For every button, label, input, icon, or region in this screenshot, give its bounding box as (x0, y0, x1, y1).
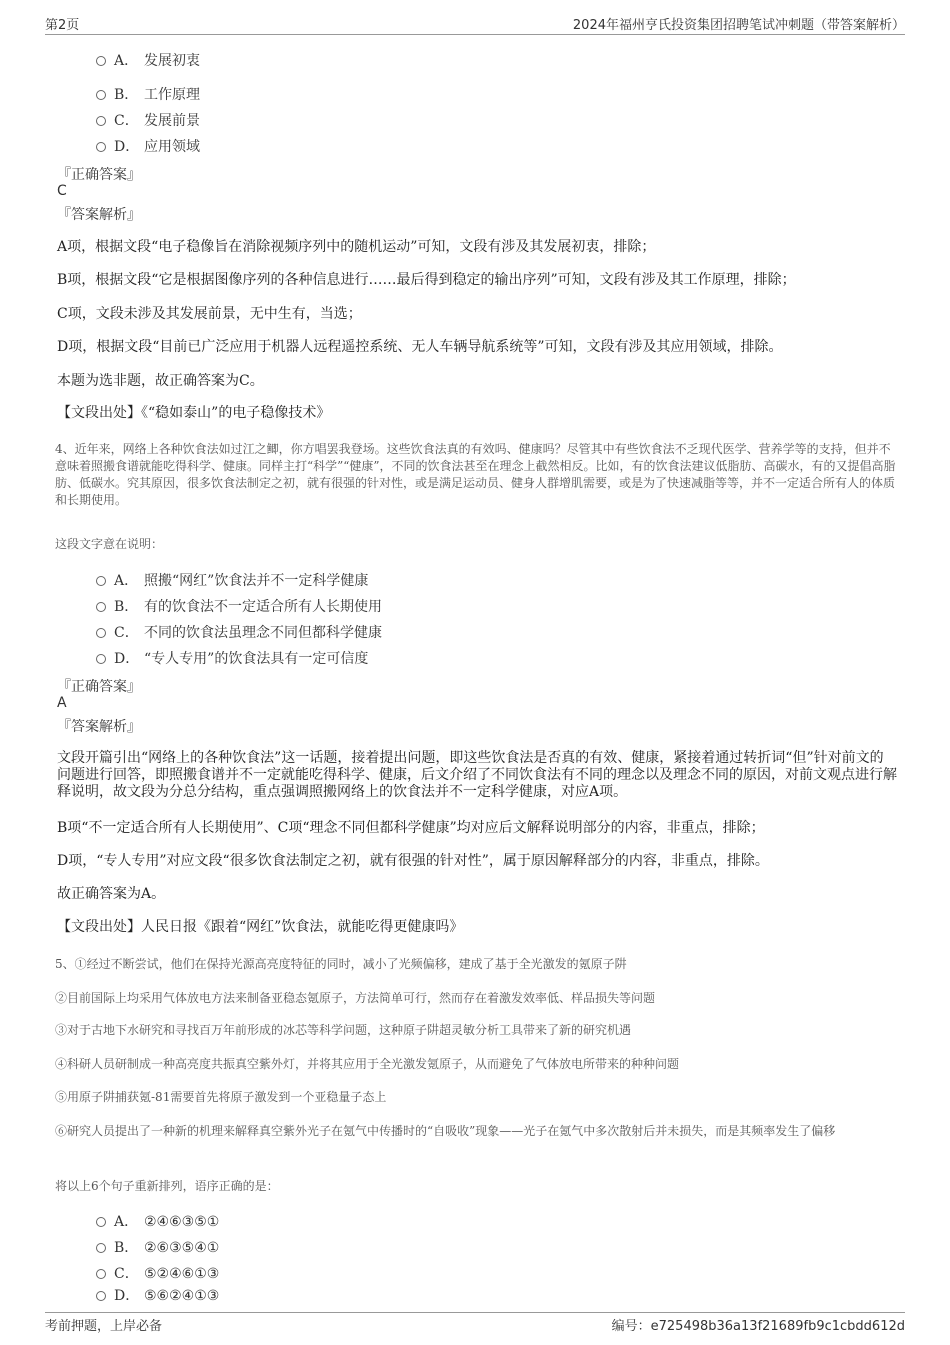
q5-sentence-4: ④科研人员研制成一种高亮度共振真空紫外灯，并将其应用于全光激发氪原子，从而避免了气体放电所带来的种种问题 (55, 1057, 680, 1071)
radio-icon[interactable] (96, 628, 106, 638)
q4-answer-label: 『正确答案』 (57, 679, 141, 695)
document-code: 编号：e725498b36a13f21689fb9c1cbdd612d (611, 1319, 905, 1334)
q4-stem: 4、近年来，网络上各种饮食法如过江之鲫，你方唱罢我登场。这些饮食法真的有效吗、健康吗？尽管其中有些饮食法不乏现代医学、营养学等的支持，但并不意味着照搬食谱就能吃得科学、健康。同样主打“科学”“健康”，不同的饮食法甚至在理念上截然相反。比如，有的饮食法建议低脂肪、高碳水，有的又提倡高脂肪、低碳水。究其原因，很多饮食法制定之初，就有很强的针对性，或是满足运动员、健身人群增肌需要，或是为了快速减脂等等，并不一定适合所有人的体质和长期使用。 (55, 442, 896, 507)
q4-option-c[interactable]: C． 不同的饮食法虽理念不同但都科学健康 (96, 622, 382, 642)
radio-icon[interactable] (96, 56, 106, 66)
document-title: 2024年福州亨氏投资集团招聘笔试冲刺题（带答案解析） (572, 18, 905, 33)
q3-analysis-label: 『答案解析』 (57, 207, 141, 223)
q4-analysis-main: 文段开篇引出“网络上的各种饮食法”这一话题，接着提出问题，即这些饮食法是否真的有效、健康，紧接着通过转折词“但”针对前文的问题进行回答，即照搬食谱并不一定就能吃得科学、健康，后文介绍了不同饮食法有不同的理念以及理念不同的原因，对前文观点进行解释说明，故文段为分总分结构，重点强调照搬网络上的饮食法并不一定科学健康，对应A项。 (57, 750, 897, 800)
q4-prompt: 这段文字意在说明： (55, 537, 164, 551)
radio-icon[interactable] (96, 1243, 106, 1253)
q3-analysis-a: A项，根据文段“电子稳像旨在消除视频序列中的随机运动”可知，文段有涉及其发展初衷，排除； (57, 239, 656, 255)
q3-source: 【文段出处】《“稳如泰山”的电子稳像技术》 (57, 405, 331, 421)
q4-option-d[interactable]: D． “专人专用”的饮食法具有一定可信度 (96, 648, 368, 668)
q3-option-c[interactable]: C． 发展前景 (96, 110, 200, 130)
q3-analysis-d: D项，根据文段“目前已广泛应用于机器人远程遥控系统、无人车辆导航系统等”可知，文段有涉及其应用领域，排除。 (57, 339, 783, 355)
q3-option-b[interactable]: B． 工作原理 (96, 84, 200, 104)
q5-option-a[interactable]: A． ②④⑥③⑤① (96, 1211, 219, 1231)
page-footer (45, 1312, 905, 1335)
q4-answer: A (57, 695, 67, 711)
q4-source: 【文段出处】人民日报《跟着“网红”饮食法，就能吃得更健康吗》 (57, 919, 464, 935)
radio-icon[interactable] (96, 576, 106, 586)
q3-option-a[interactable]: A． 发展初衷 (96, 50, 200, 70)
q4-option-b[interactable]: B． 有的饮食法不一定适合所有人长期使用 (96, 596, 382, 616)
q5-option-d[interactable]: D． ⑤⑥②④①③ (96, 1285, 219, 1305)
radio-icon[interactable] (96, 1217, 106, 1227)
radio-icon[interactable] (96, 90, 106, 100)
q5-prompt: 将以上6个句子重新排列，语序正确的是： (55, 1179, 279, 1193)
q5-sentence-2: ②目前国际上均采用气体放电方法来制备亚稳态氪原子，方法简单可行，然而存在着激发效率低、样品损失等问题 (55, 991, 656, 1005)
q3-answer-label: 『正确答案』 (57, 167, 141, 183)
q3-analysis-c: C项，文段未涉及其发展前景，无中生有，当选； (57, 306, 362, 322)
q3-analysis-b: B项，根据文段“它是根据图像序列的各种信息进行……最后得到稳定的输出序列”可知，文段有涉及其工作原理，排除； (57, 272, 796, 288)
q5-sentence-1: 5、①经过不断尝试，他们在保持光源高亮度特征的同时，减小了光频偏移，建成了基于全光激发的氪原子阱 (55, 957, 627, 971)
q4-analysis-conclusion: 故正确答案为A。 (57, 886, 166, 902)
q4-analysis-bc: B项“不一定适合所有人长期使用”、C项“理念不同但都科学健康”均对应后文解释说明部分的内容，非重点，排除； (57, 820, 765, 836)
q4-analysis-d: D项，“专人专用”对应文段“很多饮食法制定之初，就有很强的针对性”，属于原因解释部分的内容，非重点，排除。 (57, 853, 769, 869)
q3-answer: C (57, 183, 67, 199)
radio-icon[interactable] (96, 654, 106, 664)
q4-option-a[interactable]: A． 照搬“网红”饮食法并不一定科学健康 (96, 570, 368, 590)
radio-icon[interactable] (96, 602, 106, 612)
q5-sentence-3: ③对于古地下水研究和寻找百万年前形成的冰芯等科学问题，这种原子阱超灵敏分析工具带来了新的研究机遇 (55, 1023, 632, 1037)
radio-icon[interactable] (96, 142, 106, 152)
q5-sentence-5: ⑤用原子阱捕获氪-81需要首先将原子激发到一个亚稳量子态上 (55, 1090, 387, 1104)
q5-option-b[interactable]: B． ②⑥③⑤④① (96, 1237, 219, 1257)
page-header (45, 14, 905, 35)
radio-icon[interactable] (96, 1269, 106, 1279)
page-number: 第2页 (45, 18, 80, 33)
q3-analysis-conclusion: 本题为选非题，故正确答案为C。 (57, 373, 264, 389)
footer-slogan: 考前押题，上岸必备 (45, 1319, 163, 1334)
q5-sentence-6: ⑥研究人员提出了一种新的机理来解释真空紫外光子在氪气中传播时的“自吸收”现象——光子在氪气中多次散射后并未损失，而是其频率发生了偏移 (55, 1124, 836, 1138)
q4-analysis-label: 『答案解析』 (57, 719, 141, 735)
q3-option-d[interactable]: D． 应用领域 (96, 136, 200, 156)
radio-icon[interactable] (96, 116, 106, 126)
radio-icon[interactable] (96, 1291, 106, 1301)
q5-option-c[interactable]: C． ⑤②④⑥①③ (96, 1263, 219, 1283)
